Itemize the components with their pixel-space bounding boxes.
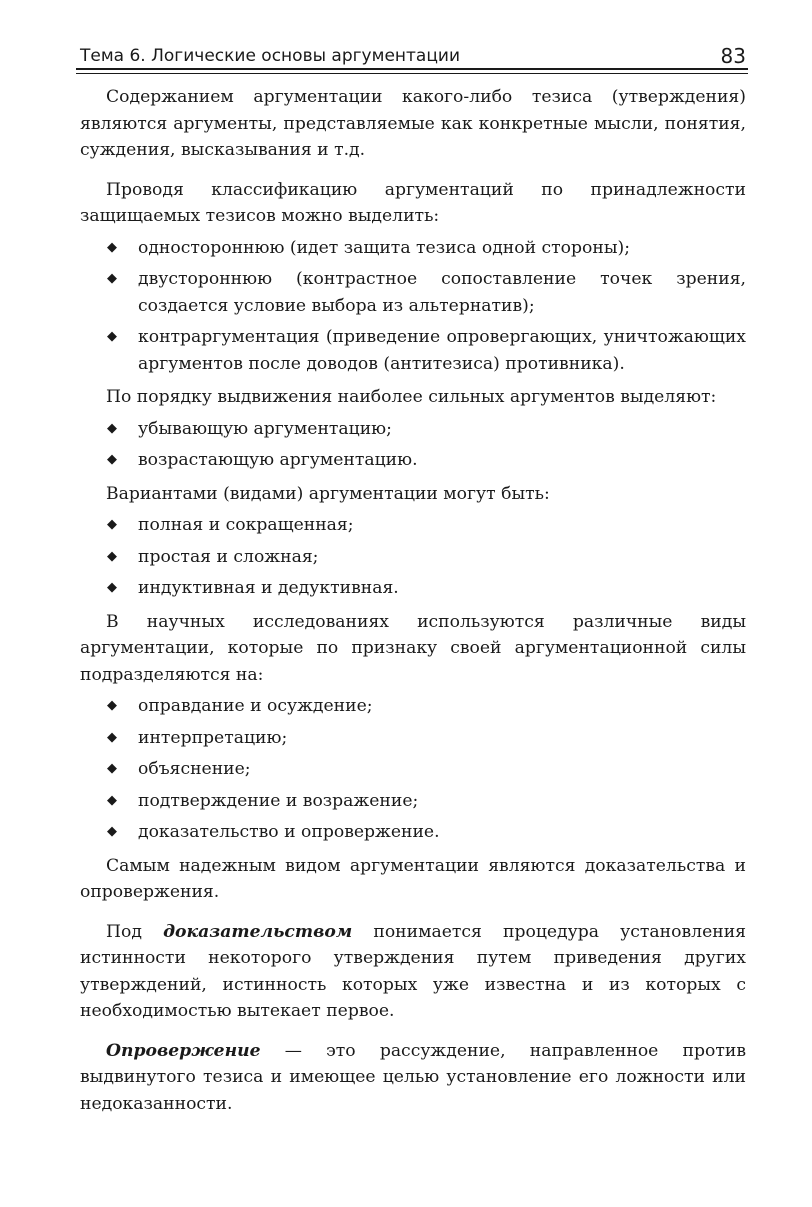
list-item: [80, 512, 746, 539]
paragraph: Самым надежным видом аргументации являются доказательства и опровержения.: [80, 855, 746, 902]
defined-term: Опровержение: [106, 1040, 261, 1061]
bullet-diamond-icon: ◆: [107, 517, 117, 532]
text-span: — это рассуждение, направленное против выдвинутого тезиса и имеющее целью установление его ложности или недоказанности.: [80, 1040, 746, 1114]
paragraph: По порядку выдвижения наиболее сильных аргументов выделяют:: [106, 387, 717, 407]
list-item: [80, 235, 746, 262]
page-body: [80, 84, 746, 1130]
running-header: [80, 36, 746, 66]
text-span: Под: [106, 921, 164, 942]
bullet-list: [80, 416, 746, 474]
list-item: [80, 725, 746, 752]
bullet-diamond-icon: ◆: [107, 698, 117, 713]
header-rule-thin: [76, 73, 748, 74]
list-item-text: возрастающую аргументацию.: [138, 450, 418, 470]
paragraph: Содержанием аргументации какого-либо тезиса (утверждения) являются аргументы, представляемые как конкретные мысли, понятия, суждения, высказывания и т.д.: [80, 87, 746, 160]
text-span: понимается процедура установления истинности некоторого утверждения путем приведения других утверждений, истинность которых уже известна и из которых с необходимостью вытекает первое.: [80, 921, 746, 1021]
definition-paragraph: [80, 919, 746, 1025]
paragraph: Проводя классификацию аргументаций по принадлежности защищаемых тезисов можно выделить:: [80, 179, 746, 226]
chapter-title: Тема 6. Логические основы аргументации: [80, 46, 461, 66]
bullet-diamond-icon: ◆: [107, 239, 117, 255]
list-item-text: объяснение;: [138, 759, 251, 779]
bullet-diamond-icon: ◆: [107, 329, 117, 344]
list-item: [80, 788, 746, 815]
list-item: [80, 544, 746, 571]
list-item: [80, 819, 746, 846]
list-item: [80, 324, 746, 377]
list-item-text: доказательство и опровержение.: [138, 822, 440, 842]
list-item-text: подтверждение и возражение;: [138, 790, 419, 811]
bullet-list: [80, 235, 746, 378]
list-item-text: индуктивная и дедуктивная.: [138, 578, 399, 598]
bullet-diamond-icon: ◆: [107, 271, 117, 286]
page-number: 83: [720, 44, 746, 68]
list-item: [80, 447, 746, 474]
list-item: [80, 693, 746, 720]
bullet-diamond-icon: ◆: [107, 580, 117, 595]
list-item-text: двустороннюю (контрастное сопоставление точек зрения, создается условие выбора из альтернатив);: [138, 269, 746, 316]
bullet-diamond-icon: ◆: [107, 824, 117, 839]
bullet-diamond-icon: ◆: [107, 792, 117, 808]
list-item: [80, 575, 746, 602]
list-item-text: полная и сокращенная;: [138, 515, 354, 535]
list-item-text: интерпретацию;: [138, 727, 288, 748]
list-item-text: убывающую аргументацию;: [138, 418, 392, 439]
bullet-list: [80, 512, 746, 602]
list-item-text: простая и сложная;: [138, 546, 319, 567]
paragraph: В научных исследованиях используются различные виды аргументации, которые по признаку своей аргументационной силы подразделяются на:: [80, 611, 746, 685]
bullet-diamond-icon: ◆: [107, 420, 117, 436]
bullet-list: [80, 693, 746, 846]
list-item: [80, 756, 746, 783]
list-item: [80, 266, 746, 319]
list-item: [80, 416, 746, 443]
paragraph: Вариантами (видами) аргументации могут быть:: [106, 483, 550, 504]
list-item-text: одностороннюю (идет защита тезиса одной стороны);: [138, 237, 630, 258]
header-rule-thick: [76, 68, 748, 70]
definition-paragraph: [80, 1038, 746, 1118]
bullet-diamond-icon: ◆: [107, 452, 117, 467]
bullet-diamond-icon: ◆: [107, 761, 117, 776]
list-item-text: оправдание и осуждение;: [138, 696, 373, 716]
defined-term: доказательством: [163, 921, 353, 942]
list-item-text: контраргументация (приведение опровергающих, уничтожающих аргументов после доводов (антитезиса) противника).: [138, 327, 746, 374]
bullet-diamond-icon: ◆: [107, 548, 117, 564]
bullet-diamond-icon: ◆: [107, 729, 117, 745]
